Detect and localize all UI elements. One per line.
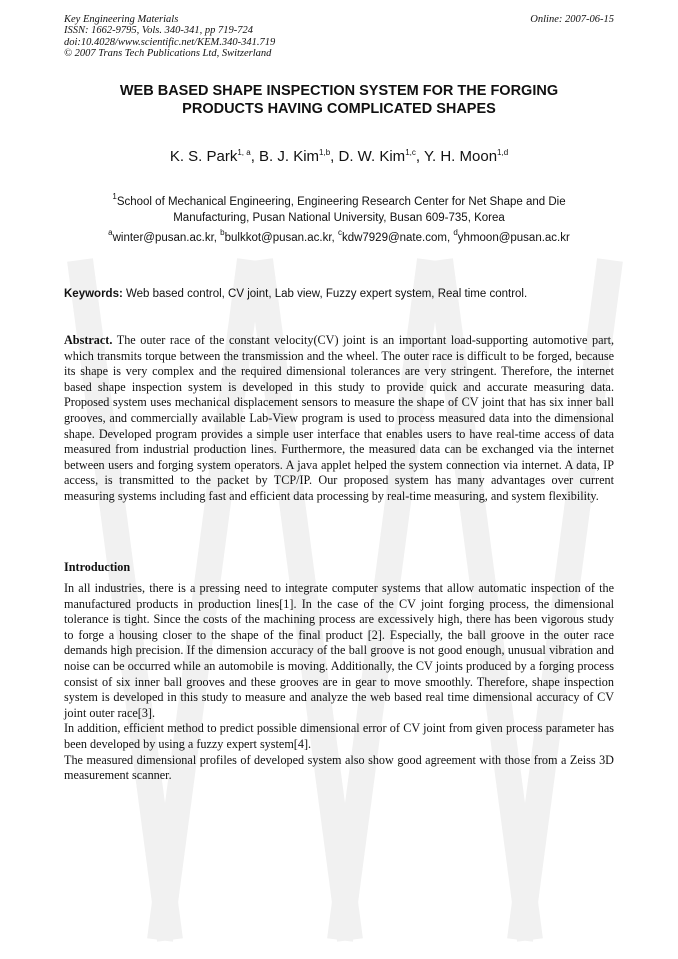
section-heading: Introduction xyxy=(64,560,131,574)
email-address: winter@pusan.ac.kr xyxy=(112,232,214,244)
journal-name: Key Engineering Materials xyxy=(64,14,179,25)
paragraph: In all industries, there is a pressing need to integrate computer systems that allow automatic inspection of the manufactured products in production lines[1]. In the case of the CV joint forging process, the dimensional tolerance is tight. Since the costs of the machining process are excessively high, there has been vigorous study to forge a housing closer to the shape of the final product [2]. Especially, the ball groove in the outer race demands high precision. If the dimension accuracy of the ball groove is not good enough, unusual vibration and noise can be occurred while an automobile is moving. Additionally, the CV joints produced by a forging process consist of six inner ball grooves and these grooves are in gear to move smoothly. Therefore, shape inspection system is developed in this study to measure and analyze the web based real time dimensional accuracy of CV joint outer race[3]. xyxy=(64,581,614,720)
keywords xyxy=(64,288,527,300)
author-affiliation-mark: 1,b xyxy=(319,148,331,157)
author-list xyxy=(64,148,614,165)
affiliation xyxy=(64,194,614,226)
email-separator: , xyxy=(213,232,221,244)
author-affiliation-mark: 1, a xyxy=(237,148,251,157)
author-separator: , xyxy=(250,148,260,165)
doi-line: doi:10.4028/www.scientific.net/KEM.340-341.719 xyxy=(64,36,276,48)
author-name: B. J. Kim xyxy=(259,148,320,165)
abstract-text: The outer race of the constant velocity(CV) joint is an important load-supporting automotive part, which transmits torque between the transmission and the wheel. The outer race is difficult to be forged, because its shape is very complex and the required dimensional tolerances are very stringent. Therefore, the internet based shape inspection system is developed in this study to provide quick and accurate measuring data. Proposed system uses mechanical displacement sensors to measure the shape of CV joint that has six inner ball grooves, and commercially available Lab-View program is used to process measured data into the dimensional shape. Developed program provides a simple user interface that enables users to have real-time access of data measured from industrial production lines. Furthermore, the measured data can be exchanged via the internet between users and forging system operators. A java applet helped the system connection via internet. A data, IP access, is transmitted to the packet by TCP/IP. Our proposed system has many advantages over current measuring systems including fast and efficient data processing by real-time measuring, and system flexibility. xyxy=(64,333,614,503)
author-name: K. S. Park xyxy=(169,148,238,165)
author-affiliation-mark: 1,d xyxy=(497,148,509,157)
email-mark: d xyxy=(453,228,458,237)
journal-header xyxy=(64,14,275,60)
email-separator: , xyxy=(331,232,338,244)
issn-line: ISSN: 1662-9795, Vols. 340-341, pp 719-724 xyxy=(64,25,253,37)
title-line: WEB BASED SHAPE INSPECTION SYSTEM FOR THE FORGING xyxy=(119,83,559,99)
affiliation-mark: 1 xyxy=(112,192,117,201)
paragraph: The measured dimensional profiles of developed system also show good agreement with those from a Zeiss 3D measurement scanner. xyxy=(64,752,614,783)
email-mark: a xyxy=(108,228,113,237)
email-list xyxy=(64,230,614,246)
keywords-text: Web based control, CV joint, Lab view, Fuzzy expert system, Real time control. xyxy=(122,288,528,300)
email-address: yhmoon@pusan.ac.kr xyxy=(457,232,570,244)
email-address: kdw7929@nate.com xyxy=(341,232,447,244)
abstract-label: Abstract. xyxy=(64,333,113,347)
author-separator: , xyxy=(415,148,424,165)
author-name: D. W. Kim xyxy=(338,148,406,165)
email-address: bulkkot@pusan.ac.kr xyxy=(224,232,332,244)
author-name: Y. H. Moon xyxy=(423,148,498,165)
introduction-body xyxy=(64,581,614,784)
affiliation-line: School of Mechanical Engineering, Engineering Research Center for Net Shape and Die xyxy=(116,196,566,208)
abstract xyxy=(64,333,614,505)
email-mark: c xyxy=(337,228,342,237)
author-separator: , xyxy=(330,148,339,165)
paper-title xyxy=(64,82,614,118)
title-line: PRODUCTS HAVING COMPLICATED SHAPES xyxy=(182,101,496,117)
paragraph: In addition, efficient method to predict possible dimensional error of CV joint from given process parameter has been developed by using a fuzzy expert system[4]. xyxy=(64,721,614,751)
online-date: Online: 2007-06-15 xyxy=(530,14,614,25)
keywords-label: Keywords: xyxy=(64,288,123,300)
author-affiliation-mark: 1,c xyxy=(405,148,416,157)
email-separator: , xyxy=(446,232,454,244)
email-mark: b xyxy=(220,228,225,237)
copyright-line: © 2007 Trans Tech Publications Ltd, Switzerland xyxy=(64,48,272,60)
affiliation-line: Manufacturing, Pusan National University, Busan 609-735, Korea xyxy=(173,212,505,224)
